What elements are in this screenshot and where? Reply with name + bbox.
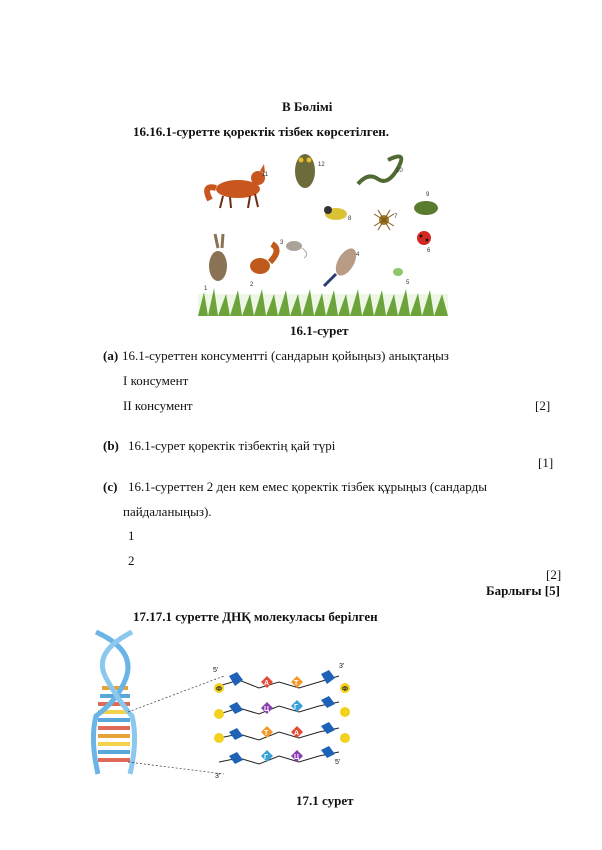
- dna-molecule-detail: [205, 662, 365, 784]
- number-12: 12: [318, 162, 325, 168]
- section-title: В Бөлімі: [282, 99, 333, 114]
- number-3: 3: [280, 240, 284, 246]
- figure-17-caption: 17.1 сурет: [296, 793, 354, 808]
- question-17-title: 17.17.1 суретте ДНҚ молекуласы берілген: [133, 609, 378, 624]
- fox-illustration: [207, 164, 269, 208]
- question-16-total: Барлығы [5]: [486, 583, 560, 598]
- svg-text:Г: Г: [294, 704, 298, 711]
- tit-bird-illustration: [324, 206, 352, 222]
- nucleotide-rows: [214, 670, 350, 764]
- part-b-label: (b): [103, 438, 119, 453]
- spider-illustration: [374, 210, 398, 230]
- number-7: 7: [394, 214, 398, 220]
- strand-end-5-bottom: 5': [335, 759, 341, 766]
- svg-text:Ф: Ф: [216, 686, 222, 693]
- owl-illustration: [295, 154, 325, 188]
- ladybug-illustration: [417, 231, 431, 254]
- part-c-item-2: 2: [128, 553, 135, 568]
- number-1: 1: [204, 286, 208, 292]
- part-a-line-1: I консумент: [123, 373, 189, 388]
- svg-text:Г: Г: [264, 754, 268, 761]
- aphid-illustration: [393, 268, 410, 286]
- part-a-question: 16.1-суреттен консументті (сандарын қойыңыз) анықтаңыз: [122, 348, 449, 363]
- number-4: 4: [356, 252, 360, 258]
- number-11: 11: [262, 172, 269, 178]
- part-b-marks: [1]: [538, 455, 554, 470]
- grass-strip: [198, 288, 448, 316]
- mouse-illustration: [280, 240, 307, 258]
- part-c-marks: [2]: [546, 567, 562, 582]
- number-10: 10: [396, 168, 403, 174]
- number-9: 9: [426, 192, 430, 198]
- frog-illustration: [414, 192, 438, 215]
- part-c-item-1: 1: [128, 528, 135, 543]
- number-5: 5: [406, 280, 410, 286]
- svg-text:Ф: Ф: [342, 686, 348, 693]
- part-c-question: 16.1-суреттен 2 ден кем емес қоректік тізбек құрыңыз (сандарды: [128, 479, 487, 494]
- svg-text:А: А: [294, 730, 300, 737]
- svg-text:Т: Т: [294, 680, 299, 687]
- part-a-line-2: II консумент: [123, 398, 193, 413]
- part-c-label: (c): [103, 479, 118, 494]
- snake-illustration: [358, 156, 403, 184]
- svg-text:Ц: Ц: [294, 754, 300, 761]
- svg-text:Т: Т: [264, 730, 269, 737]
- number-8: 8: [348, 216, 352, 222]
- food-chain-figure: [198, 144, 448, 316]
- strand-end-5-top: 5': [213, 667, 219, 674]
- part-c-question-cont: пайдаланыңыз).: [123, 504, 212, 519]
- svg-text:А: А: [264, 680, 270, 687]
- part-a-marks: [2]: [535, 398, 551, 413]
- question-16-title: 16.16.1-суретте қоректік тізбек көрсетілген.: [133, 124, 389, 139]
- part-b-question: 16.1-сурет қоректік тізбектің қай түрі: [128, 438, 336, 453]
- squirrel-illustration: [250, 244, 277, 288]
- number-6: 6: [427, 248, 431, 254]
- strand-end-3-bottom: 3': [215, 773, 221, 780]
- svg-text:Ц: Ц: [264, 706, 270, 713]
- strand-end-3-top: 3': [339, 663, 345, 670]
- part-a-label: (a): [103, 348, 119, 363]
- figure-16-caption: 16.1-сурет: [290, 323, 349, 338]
- hare-illustration: [204, 234, 227, 292]
- number-2: 2: [250, 282, 254, 288]
- jay-bird-illustration: [324, 245, 360, 286]
